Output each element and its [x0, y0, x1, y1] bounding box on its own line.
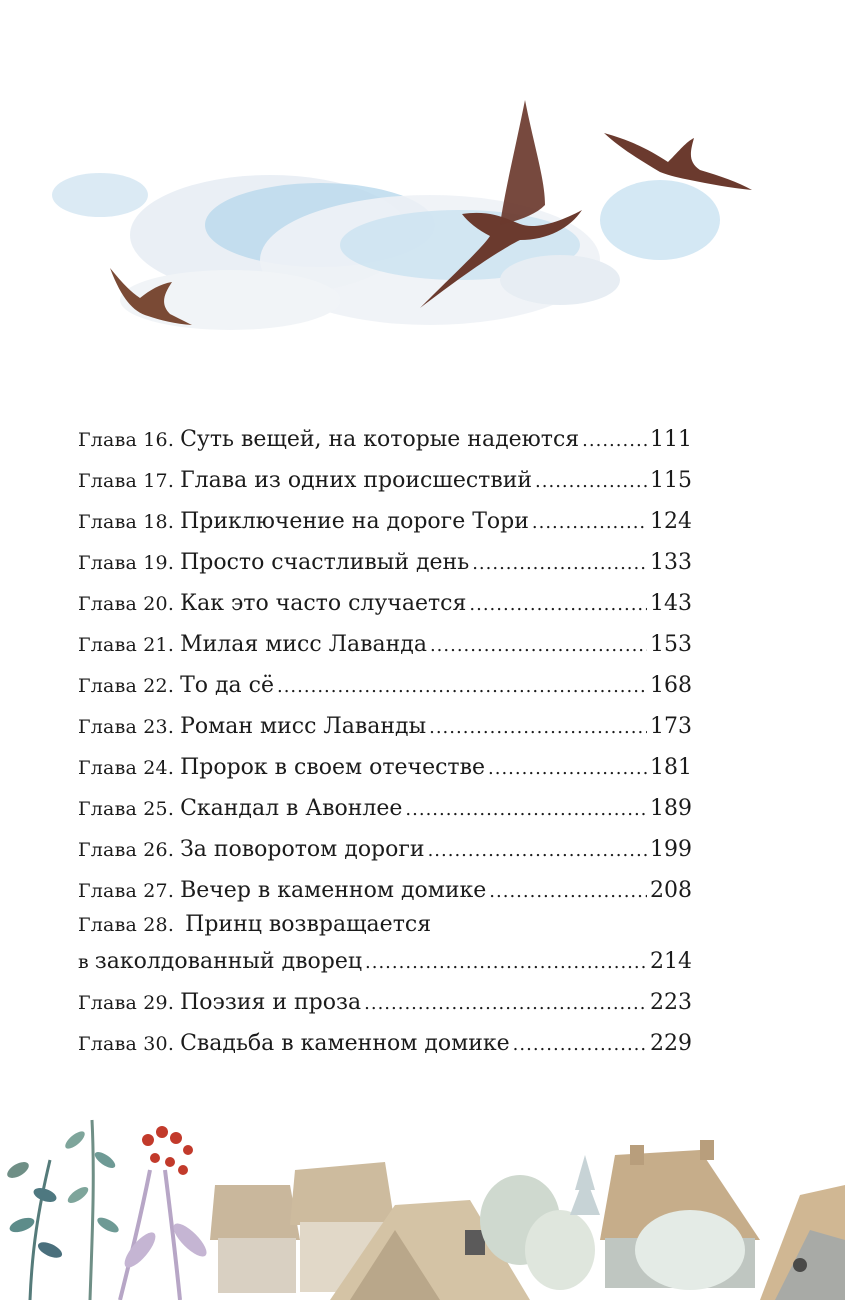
toc-entry[interactable]: [78, 543, 692, 584]
toc-entry[interactable]: [78, 584, 692, 625]
page-number: 115: [650, 468, 692, 493]
dot-leader: [472, 553, 647, 574]
chapter-number: Глава 18.: [78, 511, 175, 533]
small-bird-icon: [604, 133, 752, 190]
dot-leader: [365, 952, 647, 973]
toc-entry[interactable]: [78, 912, 692, 983]
chapter-title: Вечер в каменном домике: [180, 878, 487, 903]
chapter-number: Глава 25.: [78, 798, 175, 820]
page-number: 214: [650, 949, 692, 974]
page-number: 111: [650, 427, 692, 452]
village-plants-illustration: [0, 1100, 845, 1300]
toc-entry[interactable]: [78, 789, 692, 830]
toc-entry[interactable]: [78, 420, 692, 461]
chapter-title: Как это часто случается: [180, 591, 467, 616]
dot-leader: [532, 512, 647, 533]
chapter-number: Глава 23.: [78, 716, 175, 738]
chapter-title: То да сё: [180, 673, 274, 698]
chapter-title: Глава из одних происшествий: [180, 468, 533, 493]
chapter-title: Приключение на дороге Тори: [180, 509, 529, 534]
chapter-title-continuation-prefix: в: [78, 951, 89, 973]
dot-leader: [582, 430, 647, 451]
page-number: 208: [650, 878, 692, 903]
toc-entry[interactable]: [78, 983, 692, 1024]
chapter-title: Свадьба в каменном домике: [180, 1031, 510, 1056]
clouds-birds-illustration: [0, 0, 845, 380]
plant-icon: [5, 1120, 212, 1300]
dot-leader: [535, 471, 647, 492]
chapter-title-continuation: заколдованный дворец: [94, 949, 363, 974]
page-number: 229: [650, 1031, 692, 1056]
chapter-number: Глава 16.: [78, 429, 175, 451]
page-number: 153: [650, 632, 692, 657]
page-number: 181: [650, 755, 692, 780]
chapter-title: Принц возвращается: [185, 912, 432, 937]
dot-leader: [277, 676, 647, 697]
toc-entry[interactable]: [78, 1024, 692, 1065]
dot-leader: [488, 758, 647, 779]
page-number: 189: [650, 796, 692, 821]
chapter-number: Глава 17.: [78, 470, 175, 492]
chapter-title: Скандал в Авонлее: [180, 796, 403, 821]
chapter-title: За поворотом дороги: [180, 837, 425, 862]
page-number: 168: [650, 673, 692, 698]
chapter-number: Глава 21.: [78, 634, 175, 656]
chapter-title: Пророк в своем отечестве: [180, 755, 486, 780]
chapter-title: Суть вещей, на которые надеются: [180, 427, 580, 452]
page-number: 143: [650, 591, 692, 616]
chapter-title: Роман мисс Лаванды: [180, 714, 427, 739]
toc-entry[interactable]: [78, 502, 692, 543]
dot-leader: [429, 717, 647, 738]
toc-entry[interactable]: [78, 748, 692, 789]
berries-icon: [142, 1126, 193, 1175]
chapter-title: Просто счастливый день: [180, 550, 470, 575]
chapter-number: Глава 19.: [78, 552, 175, 574]
dot-leader: [405, 799, 647, 820]
chapter-number: Глава 27.: [78, 880, 175, 902]
dot-leader: [489, 881, 647, 902]
dot-leader: [428, 840, 647, 861]
table-of-contents: [78, 420, 692, 1065]
chapter-number: Глава 28.: [78, 914, 175, 936]
chapter-number: Глава 24.: [78, 757, 175, 779]
toc-entry[interactable]: [78, 830, 692, 871]
toc-entry[interactable]: [78, 871, 692, 912]
page-number: 223: [650, 990, 692, 1015]
toc-entry[interactable]: [78, 666, 692, 707]
chapter-number: Глава 20.: [78, 593, 175, 615]
dot-leader: [430, 635, 647, 656]
chapter-number: Глава 29.: [78, 992, 175, 1014]
toc-entry[interactable]: [78, 625, 692, 666]
page-number: 199: [650, 837, 692, 862]
page-number: 173: [650, 714, 692, 739]
chapter-title: Поэзия и проза: [180, 990, 362, 1015]
dot-leader: [513, 1034, 647, 1055]
toc-entry[interactable]: [78, 707, 692, 748]
page-number: 133: [650, 550, 692, 575]
chapter-title: Милая мисс Лаванда: [180, 632, 427, 657]
chapter-number: Глава 26.: [78, 839, 175, 861]
dot-leader: [469, 594, 647, 615]
toc-entry[interactable]: [78, 461, 692, 502]
chapter-number: Глава 30.: [78, 1033, 175, 1055]
dot-leader: [364, 993, 647, 1014]
house-icon: [600, 1140, 845, 1300]
page-number: 124: [650, 509, 692, 534]
chapter-number: Глава 22.: [78, 675, 175, 697]
